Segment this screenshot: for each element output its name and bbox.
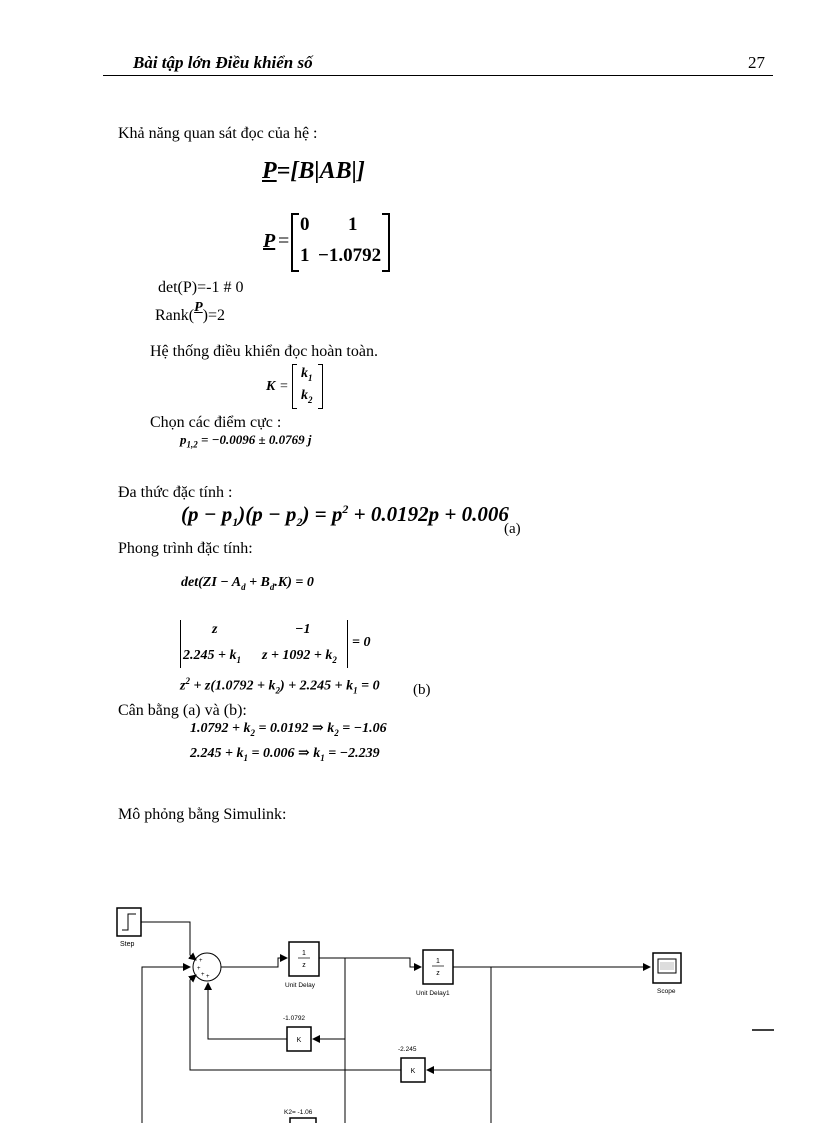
- b1b: = 0.0192 ⇒ k: [254, 721, 335, 736]
- cp-sup: 2: [342, 502, 349, 516]
- cp-part1: (p − p: [181, 502, 233, 526]
- det-part3: .K) = 0: [274, 575, 314, 590]
- det-part1: det(ZI − A: [181, 575, 242, 590]
- b1c: = −1.06: [338, 721, 387, 736]
- k-vector-lhs: K: [266, 379, 276, 394]
- k2-sub: 2: [308, 394, 313, 405]
- label-a: (a): [504, 521, 521, 537]
- cp-part3: ) = p: [302, 502, 343, 526]
- poles-sub: 1,2: [186, 439, 198, 450]
- pb-z: z: [180, 678, 186, 694]
- cp-sub2: 2: [296, 515, 303, 530]
- unit-delay1-den: z: [436, 970, 440, 977]
- sum-sign-4: +: [206, 974, 210, 980]
- pb-sub2: 2: [275, 685, 281, 696]
- det-part2: + B: [245, 575, 270, 590]
- poles-p: p: [180, 432, 187, 447]
- controllable-text: Hệ thống điều khiển đọc hoàn toàn.: [150, 343, 378, 360]
- mc1-text: 2.245 + k: [183, 648, 237, 663]
- p-matrix-m22: −1.0792: [318, 245, 382, 266]
- pb-sub1: 1: [353, 685, 358, 696]
- sum-sign-2: +: [197, 966, 201, 972]
- b1s2: 2: [334, 727, 339, 738]
- det-sub2: d: [269, 581, 275, 592]
- det-matrix-minus1: −1: [295, 622, 311, 637]
- observability-heading: Khả năng quan sát đọc của hệ :: [118, 125, 318, 142]
- wire-delay-delay1: [319, 958, 421, 967]
- unit-delay1-block: [423, 950, 453, 984]
- wire-step-sum: [141, 922, 196, 960]
- gain1-value: -1.0792: [283, 1015, 306, 1022]
- unit-delay1-label: Unit Delay1: [416, 990, 450, 997]
- rank-suffix: )=2: [202, 307, 226, 324]
- simulink-heading: Mô phỏng bằng Simulink:: [118, 806, 287, 823]
- gain2-value: -2.245: [398, 1046, 417, 1053]
- b2c: = −2.239: [324, 746, 380, 761]
- wire-sum-delay: [221, 958, 287, 967]
- step-label: Step: [120, 941, 135, 948]
- wire-left-feedback: [142, 967, 190, 1123]
- scope-block: [653, 953, 681, 983]
- b1s: 2: [250, 727, 255, 738]
- label-b: (b): [413, 682, 431, 698]
- unit-delay-block: [289, 942, 319, 976]
- cp-sub1: 1: [232, 515, 239, 530]
- p-def-rhs: =[B|AB|]: [276, 158, 365, 184]
- gain2-symbol: K: [410, 1068, 416, 1075]
- p-symbol: P: [262, 158, 277, 184]
- char-eq-heading: Phong trình đặc tính:: [118, 540, 253, 557]
- unit-delay-label: Unit Delay: [285, 982, 315, 989]
- p-matrix-lhs: P: [263, 230, 276, 252]
- b2s2: 1: [320, 752, 325, 763]
- gain3-value: K2= -1.06: [284, 1109, 313, 1116]
- det-matrix-eq-zero: = 0: [352, 635, 371, 650]
- gain1-symbol: K: [296, 1037, 302, 1044]
- header-title: Bài tập lớn Điều khiển số: [133, 53, 313, 72]
- p-matrix-m11: 0: [300, 214, 310, 235]
- det-sub1: d: [241, 581, 246, 592]
- scope-label: Scope: [657, 988, 676, 995]
- k1-sub: 1: [308, 372, 313, 383]
- pb-sup: 2: [185, 676, 190, 686]
- k-vector-eq: =: [280, 379, 288, 394]
- b2a: 2.245 + k: [190, 746, 244, 761]
- sum-sign-3: +: [201, 972, 205, 978]
- mc2-sub: 2: [332, 654, 337, 665]
- step-block: [117, 908, 141, 936]
- b1a: 1.0792 + k: [190, 721, 251, 736]
- p-matrix-m12: 1: [348, 214, 358, 235]
- rank-prefix: Rank(: [155, 307, 195, 324]
- pb-end: = 0: [357, 678, 380, 694]
- k1-letter: k: [301, 366, 308, 381]
- mc2-text: z + 1092 + k: [262, 648, 333, 663]
- cp-part2: )(p − p: [238, 502, 297, 526]
- b2s: 1: [243, 752, 248, 763]
- poles-heading: Chọn các điểm cực :: [150, 414, 282, 431]
- sum-sign-1: +: [199, 958, 203, 964]
- wire-gain1-sum: [208, 983, 287, 1039]
- unit-delay1-num: 1: [436, 958, 440, 965]
- k2-letter: k: [301, 388, 308, 403]
- poles-rhs: = −0.0096 ± 0.0769 j: [197, 432, 312, 447]
- rank-p: P: [194, 300, 203, 315]
- b2b: = 0.006 ⇒ k: [247, 746, 321, 761]
- det-matrix-z: z: [212, 622, 218, 637]
- pb-tail: ) + 2.245 + k: [280, 678, 354, 694]
- cp-part4: + 0.0192p + 0.006: [348, 502, 509, 526]
- char-poly-heading: Đa thức đặc tính :: [118, 484, 233, 501]
- mc1-sub: 1: [236, 654, 241, 665]
- pb-mid: + z(1.0792 + k: [189, 678, 276, 694]
- p-matrix-eq: =: [278, 230, 290, 252]
- wire-gain2-sum: [190, 975, 401, 1070]
- balance-heading: Cân bằng (a) và (b):: [118, 702, 247, 719]
- p-matrix-m21: 1: [300, 245, 310, 266]
- unit-delay-num: 1: [302, 950, 306, 957]
- page-number: 27: [748, 53, 765, 72]
- det-line: det(P)=-1 # 0: [158, 279, 244, 296]
- gain3-block: [290, 1118, 316, 1123]
- unit-delay-den: z: [302, 962, 306, 969]
